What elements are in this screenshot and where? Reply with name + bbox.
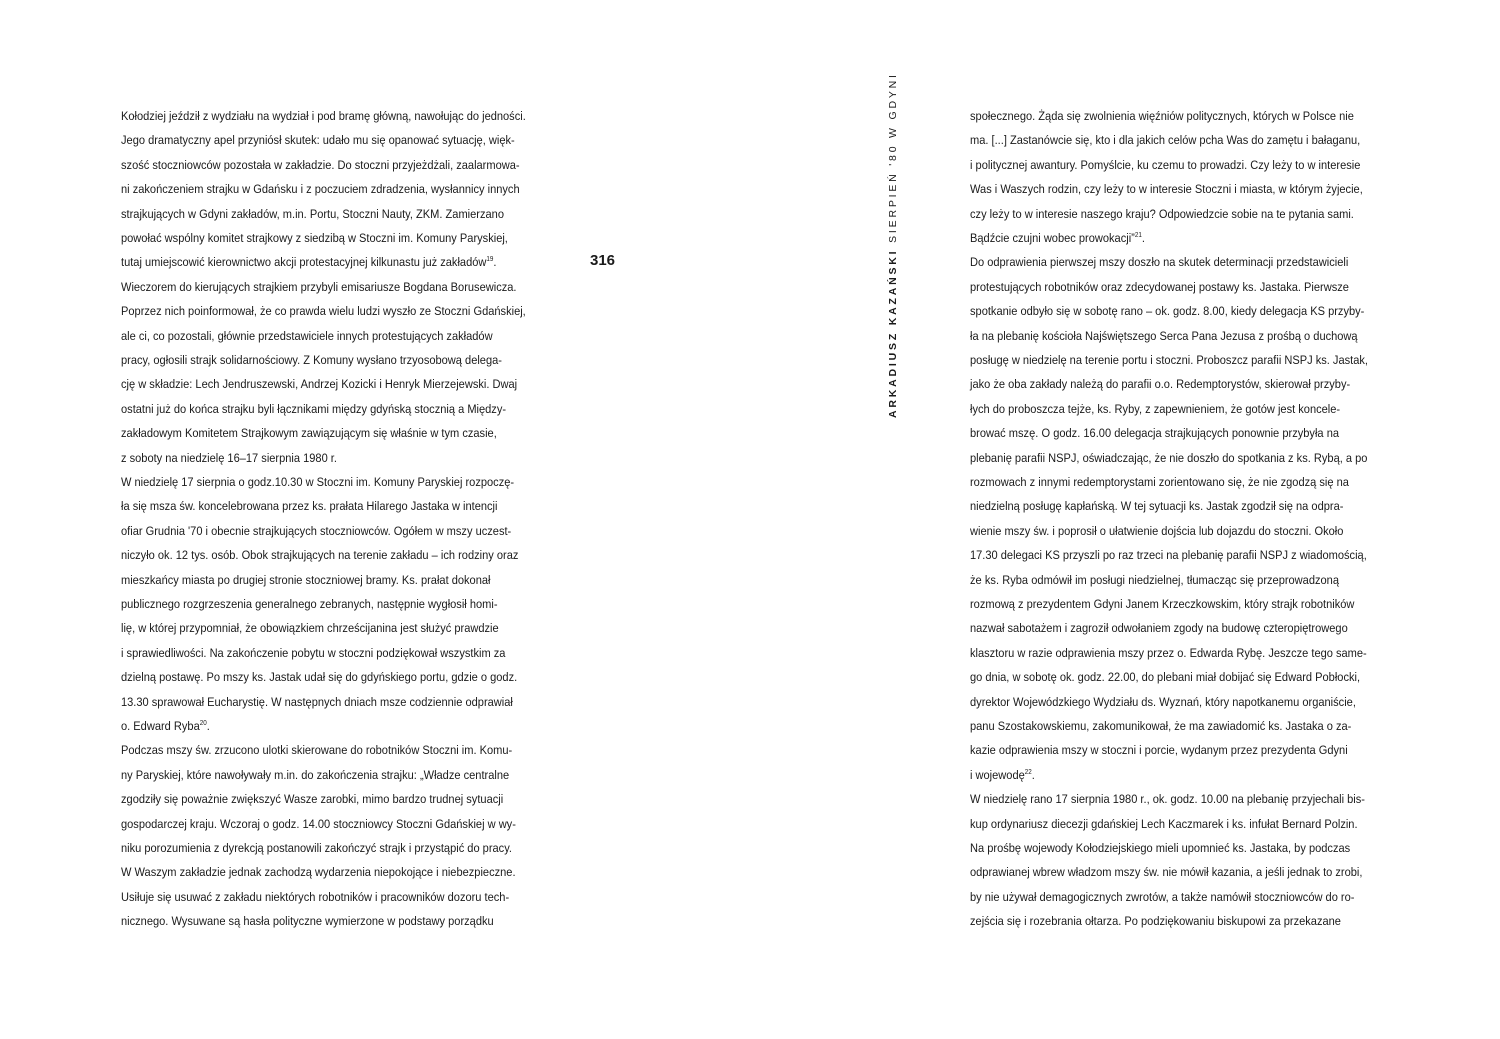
line-text: ny Paryskiej, które nawoływały m.in. do zakończenia strajku: „Władze centralne <box>121 767 510 782</box>
line-text: i wojewodę <box>970 767 1025 782</box>
text-line <box>121 641 506 665</box>
text-line <box>970 714 1352 738</box>
line-text: rozmowach z innymi redemptorystami zorientowano się, że nie zgodzą się na <box>970 475 1349 489</box>
text-line <box>970 885 1355 909</box>
line-text: ni zakończeniem strajku w Gdańsku i z poczuciem zdradzenia, wysłannicy innych <box>121 182 520 197</box>
text-line <box>121 616 499 640</box>
text-line <box>970 177 1363 201</box>
text-line <box>121 324 493 348</box>
text-line <box>970 348 1369 372</box>
text-line <box>121 592 498 616</box>
footnote-ref: 20 <box>199 719 207 727</box>
line-text: ofiar Grudnia '70 i obecnie strajkujących stoczniowców. Ogółem w mszy uczest- <box>121 523 512 538</box>
text-line <box>970 104 1354 128</box>
running-head-title: SIERPIEŃ '80 W GDYNI <box>887 72 899 243</box>
line-text: ła się msza św. koncelebrowana przez ks. prałata Hilarego Jastaka w intencji <box>121 499 498 514</box>
text-line <box>121 299 526 323</box>
text-line <box>970 494 1344 518</box>
line-text: odprawianej wbrew władzom mszy św. nie mówił kazania, a jeśli jednak to zrobi, <box>970 865 1363 880</box>
line-end-punct: . <box>1031 767 1035 782</box>
line-text: i politycznej awantury. Pomyślcie, ku czemu to prowadzi. Czy leży to w interesie <box>970 157 1361 172</box>
line-text: Wieczorem do kierujących strajkiem przybyli emisariusze Bogdana Borusewicza. <box>121 279 517 294</box>
line-text: Podczas mszy św. zrzucono ulotki skierowane do robotników Stoczni im. Komu- <box>121 743 513 758</box>
line-text: Usiłuje się usuwać z zakładu niektórych robotników i pracowników dozoru tech- <box>121 889 510 904</box>
text-line <box>970 226 1339 250</box>
line-text: kazie odprawienia mszy w stoczni i porcie, wydanym przez prezydenta Gdyni <box>970 743 1348 758</box>
text-line <box>970 275 1349 299</box>
text-line <box>970 372 1351 396</box>
text-line <box>970 250 1349 274</box>
line-text: Na prośbę wojewody Kołodziejskiego mieli upomnieć ks. Jastaka, by podczas <box>970 841 1351 855</box>
text-line <box>970 665 1361 689</box>
line-text: by nie używał demagogicznych zwrotów, a także namówił stoczniowców do ro- <box>970 889 1355 904</box>
line-text: W niedzielę 17 sierpnia o godz.10.30 w Stoczni im. Komuny Paryskiej rozpoczę- <box>121 475 515 489</box>
line-text: 17.30 delegaci KS przyszli po raz trzeci na plebanię parafii NSPJ z wiadomością, <box>970 548 1367 563</box>
line-text: niczyło ok. 12 tys. osób. Obok strajkujących na terenie zakładu – ich rodziny oraz <box>121 548 519 563</box>
line-text: lię, w której przypomniał, że obowiązkiem chrześcijanina jest służyć prawdzie <box>121 621 499 636</box>
text-line <box>121 202 504 226</box>
line-text: dzielną postawę. Po mszy ks. Jastak udał się do gdyńskiego portu, gdzie o godz. <box>121 670 518 685</box>
text-line <box>121 763 510 787</box>
text-line <box>121 128 515 152</box>
text-line <box>121 885 510 909</box>
text-line <box>970 324 1358 348</box>
text-line <box>970 519 1344 543</box>
text-line <box>121 421 497 445</box>
text-line <box>121 470 515 494</box>
line-text: Kołodziej jeździł z wydziału na wydział i pod bramę główną, nawołując do jedności. <box>121 109 526 123</box>
text-line <box>970 568 1339 592</box>
text-line <box>121 787 504 811</box>
line-text: powołać wspólny komitet strajkowy z siedzibą w Stoczni im. Komuny Paryskiej, <box>121 231 508 245</box>
line-end-punct: . <box>493 255 497 270</box>
text-line <box>121 372 518 396</box>
line-text: kup ordynariusz diecezji gdańskiej Lech Kaczmarek i ks. infułat Bernard Polzin. <box>970 816 1358 831</box>
text-line <box>970 421 1339 445</box>
line-end-punct: . <box>206 719 210 733</box>
line-text: plebanię parafii NSPJ, oświadczając, że nie doszło do spotkania z ks. Rybą, a po <box>970 450 1368 465</box>
line-text: jako że oba zakłady należą do parafii o.o. Redemptorystów, skierował przyby- <box>970 377 1351 392</box>
text-line <box>970 592 1355 616</box>
line-text: go dnia, w sobotę ok. godz. 22.00, do plebani miał dobijać się Edward Pobłocki, <box>970 670 1361 685</box>
line-text: że ks. Ryba odmówił im posługi niedzielnej, tłumacząc się przeprowadzoną <box>970 572 1339 587</box>
text-line <box>970 690 1356 714</box>
line-text: nicznego. Wysuwane są hasła polityczne wymierzone w podstawy porządku <box>121 914 494 929</box>
text-line <box>121 519 512 543</box>
line-text: tutaj umiejscowić kierownictwo akcji protestacyjnej kilkunastu już zakładów <box>121 255 487 270</box>
text-line <box>121 494 498 518</box>
line-text: strajkujących w Gdyni zakładów, m.in. Portu, Stoczni Nauty, ZKM. Zamierzano <box>121 206 504 221</box>
line-text: Bądźcie czujni wobec prowokacji” <box>970 231 1135 245</box>
text-line <box>970 543 1367 567</box>
line-text: spotkanie odbyło się w sobotę rano – ok. godz. 8.00, kiedy delegacja KS przyby- <box>970 304 1365 319</box>
line-text: W niedzielę rano 17 sierpnia 1980 r., ok. godz. 10.00 na plebanię przyjechali bis- <box>970 792 1365 807</box>
line-text: publicznego rozgrzeszenia generalnego zebranych, następnie wygłosił homi- <box>121 597 498 611</box>
footnote-ref: 22 <box>1024 768 1032 776</box>
line-text: mieszkańcy miasta po drugiej stronie stoczniowej bramy. Ks. prałat dokonał <box>121 572 491 587</box>
line-text: pracy, ogłosili strajk solidarnościowy. Z Komuny wysłano trzyosobową delega- <box>121 353 502 367</box>
text-line <box>970 909 1339 933</box>
line-text: Was i Waszych rodzin, czy leży to w interesie Stoczni i miasta, w którym żyjecie, <box>970 182 1363 197</box>
line-text: Jego dramatyczny apel przyniósł skutek: udało mu się opanować sytuację, więk- <box>121 133 515 148</box>
line-text: zgodziły się poważnie zwiększyć Wasze zarobki, mimo bardzo trudnej sytuacji <box>121 792 504 807</box>
line-text: ła na plebanię kościoła Najświętszego Serca Pana Jezusa z prośbą o duchową <box>970 328 1358 343</box>
text-line <box>121 860 516 884</box>
text-line <box>121 714 490 738</box>
text-line <box>121 543 519 567</box>
line-text: ostatni już do końca strajku byli łącznikami między gdyńską stocznią a Między- <box>121 401 507 416</box>
line-text: rozmową z prezydentem Gdyni Janem Krzeczkowskim, który strajk robotników <box>970 597 1355 611</box>
text-line <box>970 787 1365 811</box>
line-text: społecznego. Żąda się zwolnienia więźniów politycznych, których w Polsce nie <box>970 109 1354 123</box>
line-text: nazwał sabotażem i zagroził odwołaniem zgody na budowę czteropiętrowego <box>970 621 1348 636</box>
text-line <box>121 153 520 177</box>
line-text: panu Szostakowskiemu, zakomunikował, że ma zawiadomić ks. Jastaka o za- <box>970 719 1352 733</box>
line-text: Poprzez nich poinformował, że co prawda wielu ludzi wyszło ze Stoczni Gdańskiej, <box>121 304 526 319</box>
footnote-ref: 21 <box>1134 231 1142 239</box>
line-text: klasztoru w razie odprawienia mszy przez o. Edwarda Rybę. Jeszcze tego same- <box>970 645 1367 660</box>
line-text: o. Edward Ryba <box>121 719 200 733</box>
text-line <box>121 226 508 250</box>
line-text: brować mszę. O godz. 16.00 delegacja strajkujących ponownie przybyła na <box>970 426 1339 441</box>
text-line <box>970 616 1348 640</box>
running-head-author: ARKADIUSZ KAZAŃSKI <box>887 248 899 418</box>
line-text: z soboty na niedzielę 16–17 sierpnia 1980 r. <box>121 450 337 465</box>
text-line <box>121 275 517 299</box>
line-text: dyrektor Wojewódzkiego Wydziału ds. Wyznań, który napotkanemu organiście, <box>970 694 1356 709</box>
footnote-ref: 19 <box>486 256 494 264</box>
text-line <box>970 860 1363 884</box>
line-text: niedzielną posługę kapłańską. W tej sytuacji ks. Jastak zgodził się na odpra- <box>970 499 1344 514</box>
line-text: Do odprawienia pierwszej mszy doszło na skutek determinacji przedstawicieli <box>970 255 1349 270</box>
line-text: zakładowym Komitetem Strajkowym zawiązującym się właśnie w tym czasie, <box>121 426 497 441</box>
line-text: ale ci, co pozostali, głównie przedstawiciele innych protestujących zakładów <box>121 328 493 343</box>
text-line <box>121 909 494 933</box>
line-text: posługę w niedzielę na terenie portu i stoczni. Proboszcz parafii NSPJ ks. Jastak, <box>970 353 1369 367</box>
text-line <box>970 763 1339 787</box>
line-text: niku porozumienia z dyrekcją postanowili zakończyć strajk i przystąpić do pracy. <box>121 841 513 855</box>
text-line <box>970 299 1365 323</box>
text-line <box>121 348 502 372</box>
text-line <box>970 812 1358 836</box>
text-line <box>970 128 1361 152</box>
text-line <box>121 836 513 860</box>
page-number: 316 <box>590 252 616 269</box>
line-text: gospodarczej kraju. Wczoraj o godz. 14.00 stoczniowcy Stoczni Gdańskiej w wy- <box>121 816 516 831</box>
text-line <box>970 153 1361 177</box>
text-line <box>121 397 507 421</box>
text-line <box>970 446 1368 470</box>
text-line <box>121 812 516 836</box>
text-line <box>970 641 1367 665</box>
text-line <box>121 446 490 470</box>
text-line <box>121 177 520 201</box>
line-text: ma. [...] Zastanówcie się, kto i dla jakich celów pcha Was do zamętu i bałaganu, <box>970 133 1361 148</box>
line-text: szość stoczniowców pozostała w zakładzie. Do stoczni przyjeżdżali, zaalarmowa- <box>121 157 520 172</box>
text-line <box>121 690 513 714</box>
text-line <box>970 738 1348 762</box>
line-text: łych do proboszcza tejże, ks. Ryby, z zapewnieniem, że gotów jest koncele- <box>970 401 1341 416</box>
line-text: protestujących robotników oraz zdecydowanej postawy ks. Jastaka. Pierwsze <box>970 279 1349 294</box>
text-line <box>121 568 490 592</box>
line-text: czy leży to w interesie naszego kraju? Odpowiedzcie sobie na te pytania sami. <box>970 206 1354 221</box>
text-line <box>121 250 497 274</box>
line-text: W Waszym zakładzie jednak zachodzą wydarzenia niepokojące i niebezpieczne. <box>121 865 516 880</box>
text-line <box>970 202 1354 226</box>
text-line <box>970 836 1351 860</box>
line-text: i sprawiedliwości. Na zakończenie pobytu w stoczni podziękował wszystkim za <box>121 645 506 660</box>
line-text: cję w składzie: Lech Jendruszewski, Andrzej Kozicki i Henryk Mierzejewski. Dwaj <box>121 377 518 392</box>
line-text: 13.30 sprawował Eucharystię. W następnych dniach msze codziennie odprawiał <box>121 694 513 709</box>
line-text: zejścia się i rozebrania ołtarza. Po podziękowaniu biskupowi za przekazane <box>970 914 1341 929</box>
line-text: wienie mszy św. i poprosił o ułatwienie dojścia lub dojazdu do stoczni. Około <box>970 523 1344 538</box>
text-line <box>970 397 1339 421</box>
line-end-punct: . <box>1141 231 1145 245</box>
text-line <box>121 665 518 689</box>
text-line <box>970 470 1349 494</box>
text-line <box>121 104 526 128</box>
text-line <box>121 738 513 762</box>
